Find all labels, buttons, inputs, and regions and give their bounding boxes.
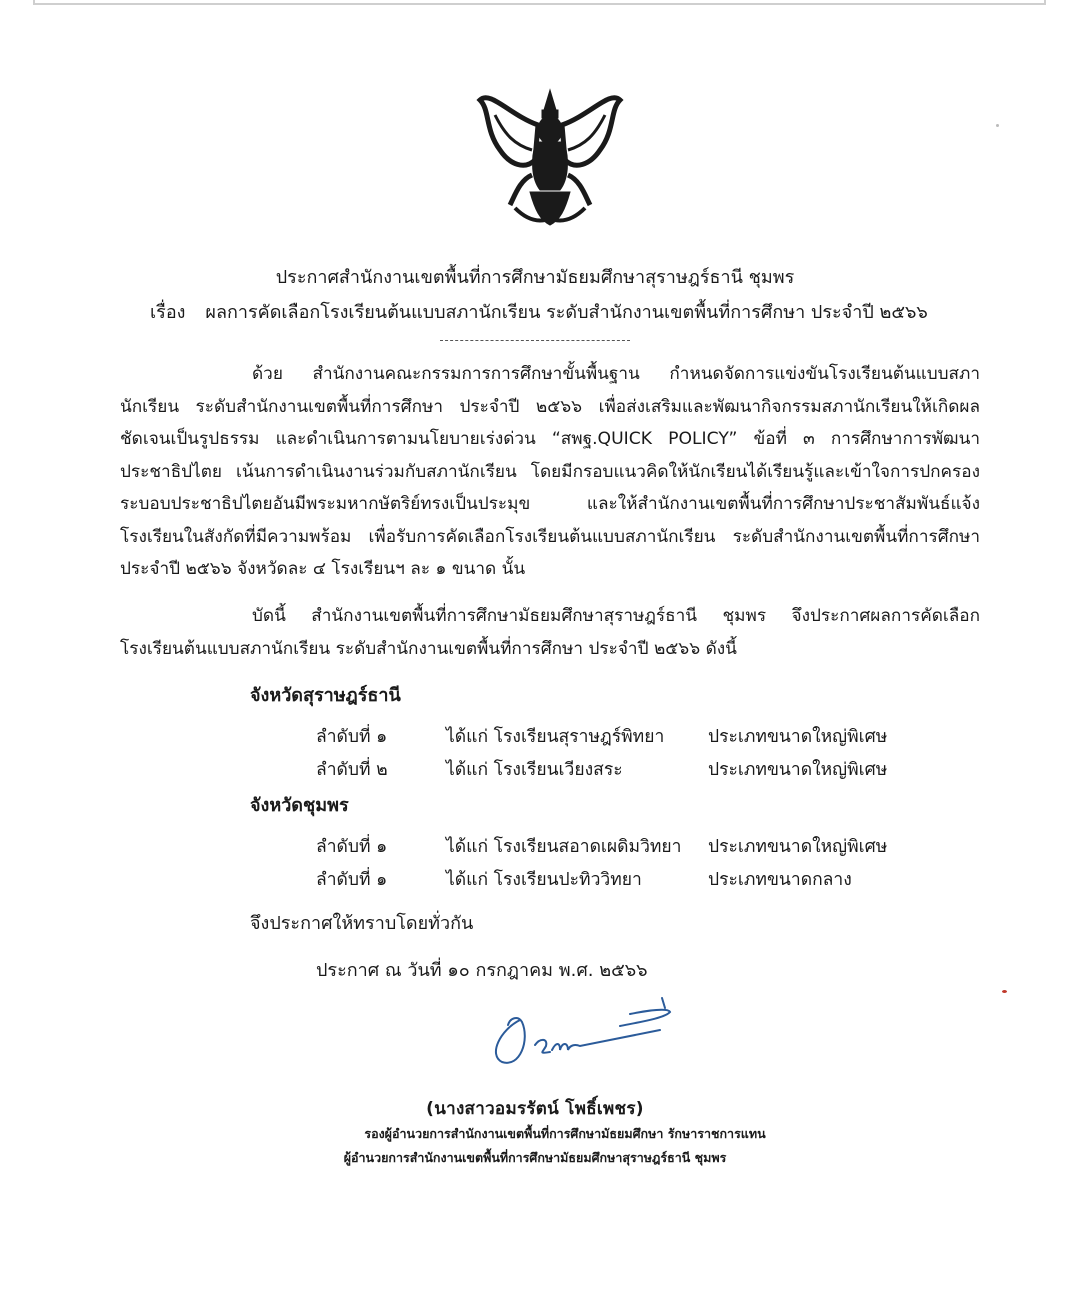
garuda-emblem-icon: [470, 80, 630, 230]
closing-announcement: จึงประกาศให้ทราบโดยทั่วกัน: [250, 913, 474, 934]
school-name: ได้แก่ โรงเรียนปะทิววิทยา: [446, 870, 642, 890]
scan-speck: [1002, 990, 1007, 993]
signatory-position-2: ผู้อำนวยการสำนักงานเขตพื้นที่การศึกษามัธยมศึกษาสุราษฎร์ธานี ชุมพร: [343, 1150, 727, 1165]
school-name: ได้แก่ โรงเรียนสอาดเผดิมวิทยา: [446, 837, 682, 857]
signatory-position-1: รองผู้อำนวยการสำนักงานเขตพื้นที่การศึกษามัธยมศึกษา รักษาราชการแทน: [364, 1126, 766, 1141]
subject-line: [150, 297, 970, 326]
province-heading-surat-thani: จังหวัดสุราษฎร์ธานี: [250, 685, 401, 706]
subject-text: ผลการคัดเลือกโรงเรียนต้นแบบสภานักเรียน ระดับสำนักงานเขตพื้นที่การศึกษา ประจำปี ๒๕๖๖: [205, 302, 928, 323]
rank-label: ลำดับที่ ๒: [316, 760, 388, 780]
province-heading-chumphon: จังหวัดชุมพร: [250, 795, 349, 816]
school-name: ได้แก่ โรงเรียนเวียงสระ: [446, 760, 623, 780]
handwritten-signature-icon: [480, 990, 680, 1070]
school-name: ได้แก่ โรงเรียนสุราษฎร์พิทยา: [446, 727, 665, 747]
scan-speck: [996, 124, 999, 127]
school-size: ประเภทขนาดใหญ่พิเศษ: [708, 837, 888, 857]
announcement-date: ประกาศ ณ วันที่ ๑๐ กรกฎาคม พ.ศ. ๒๕๖๖: [316, 960, 648, 981]
rank-label: ลำดับที่ ๑: [316, 727, 388, 747]
announcement-title: ประกาศสำนักงานเขตพื้นที่การศึกษามัธยมศึกษาสุราษฎร์ธานี ชุมพร: [275, 267, 795, 288]
signatory-name: (นางสาวอมรรัตน์ โพธิ์เพชร): [426, 1099, 644, 1119]
paragraph-2: บัดนี้ สำนักงานเขตพื้นที่การศึกษามัธยมศึกษาสุราษฎร์ธานี ชุมพร จึงประกาศผลการคัดเลือกโรงเรียนต้นแบบสภานักเรียน ระดับสำนักงานเขตพื้นที่การศึกษา ประจำปี ๒๕๖๖ ดังนี้: [120, 606, 980, 659]
school-size: ประเภทขนาดใหญ่พิเศษ: [708, 760, 888, 780]
rank-label: ลำดับที่ ๑: [316, 870, 388, 890]
rank-label: ลำดับที่ ๑: [316, 837, 388, 857]
title-divider: [440, 340, 630, 341]
subject-label: เรื่อง: [150, 302, 186, 323]
paragraph-1: ด้วย สำนักงานคณะกรรมการการศึกษาขั้นพื้นฐาน กำหนดจัดการแข่งขันโรงเรียนต้นแบบสภานักเรียน ระดับสำนักงานเขตพื้นที่การศึกษา ประจำปี ๒๕๖๖ เพื่อส่งเสริมและพัฒนากิจกรรมสภานักเรียนให้เกิดผลชัดเจนเป็นรูปธรรม และดำเนินการตามนโยบายเร่งด่วน “สพฐ.QUICK POLICY” ข้อที่ ๓ การศึกษาการพัฒนาประชาธิปไตย เน้นการดำเนินงานร่วมกับสภานักเรียน โดยมีกรอบแนวคิดให้นักเรียนได้เรียนรู้และเข้าใจการปกครองระบอบประชาธิปไตยอันมีพระมหากษัตริย์ทรงเป็นประมุข และให้สำนักงานเขตพื้นที่การศึกษาประชาสัมพันธ์แจ้งโรงเรียนในสังกัดที่มีความพร้อม เพื่อรับการคัดเลือกโรงเรียนต้นแบบสภานักเรียน ระดับสำนักงานเขตพื้นที่การศึกษา ประจำปี ๒๕๖๖ จังหวัดละ ๔ โรงเรียนฯ ละ ๑ ขนาด นั้น: [120, 364, 980, 579]
school-size: ประเภทขนาดใหญ่พิเศษ: [708, 727, 888, 747]
school-size: ประเภทขนาดกลาง: [708, 870, 852, 890]
page-border: [33, 0, 1046, 5]
